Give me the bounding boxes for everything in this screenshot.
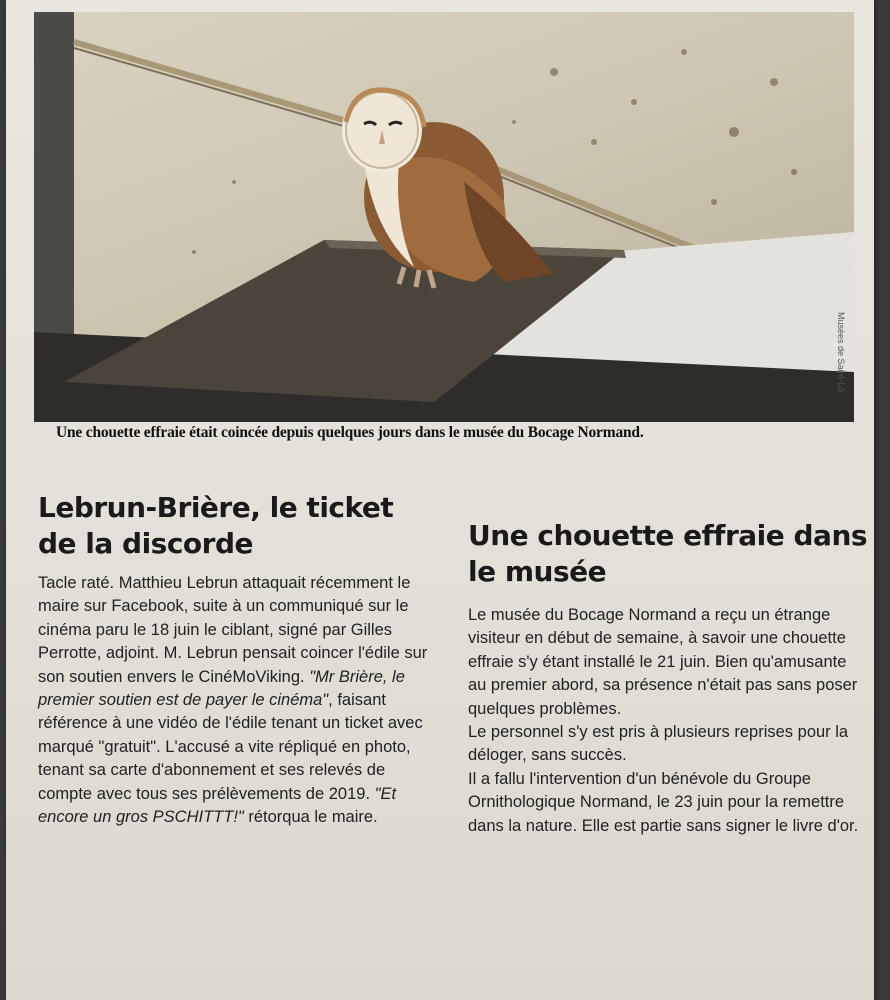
left-article-headline: Lebrun-Brière, le ticket de la discorde	[38, 491, 394, 560]
left-article-text-2: , faisant référence à une vidéo de l'édile tenant un ticket avec marqué "gratuit". L'accusé a vite répliqué en photo, tenant sa carte d'abonnement et ses relevés de compte avec tous ses prélèvements de 2019.	[38, 691, 423, 803]
owl-photo	[34, 12, 854, 422]
right-article-paragraph-1: Le musée du Bocage Normand a reçu un étrange visiteur en début de semaine, à savoir une chouette effraie s'y étant installé le 21 juin. Bien qu'amusante au premier abord, sa présence n'était pas sans poser quelques problèmes.	[468, 606, 858, 718]
owl-illustration	[34, 12, 854, 422]
right-article	[468, 518, 868, 838]
right-article-body	[468, 604, 868, 838]
left-article-body	[38, 572, 438, 829]
left-article-quote-2: "Et encore un gros PSCHITTT!"	[38, 784, 397, 827]
left-article-paragraph	[38, 572, 438, 829]
left-article	[38, 490, 438, 829]
photo-caption: Une chouette effraie était coincée depuis quelques jours dans le musée du Bocage Normand.	[56, 424, 644, 441]
right-article-paragraph-2: Le personnel s'y est pris à plusieurs reprises pour la déloger, sans succès.	[468, 723, 849, 765]
newspaper-page	[6, 0, 874, 1000]
photo-credit: Musées de Saint-Lô	[836, 312, 846, 393]
right-article-headline: Une chouette effraie dans le musée	[468, 519, 868, 588]
right-article-paragraph-3: Il a fallu l'intervention d'un bénévole du Groupe Ornithologique Normand, le 23 juin pour la remettre dans la nature. Elle est partie sans signer le livre d'or.	[468, 769, 859, 835]
left-article-text-3: rétorqua le maire.	[243, 808, 378, 827]
left-article-text-1: Tacle raté. Matthieu Lebrun attaquait récemment le maire sur Facebook, suite à un communiqué sur le cinéma paru le 18 juin le ciblant, signé par Gilles Perrotte, adjoint. M. Lebrun pensait coincer l'édile sur son soutien envers le CinéMoViking.	[38, 574, 428, 686]
left-article-quote-1: "Mr Brière, le premier soutien est de payer le cinéma"	[38, 667, 405, 710]
